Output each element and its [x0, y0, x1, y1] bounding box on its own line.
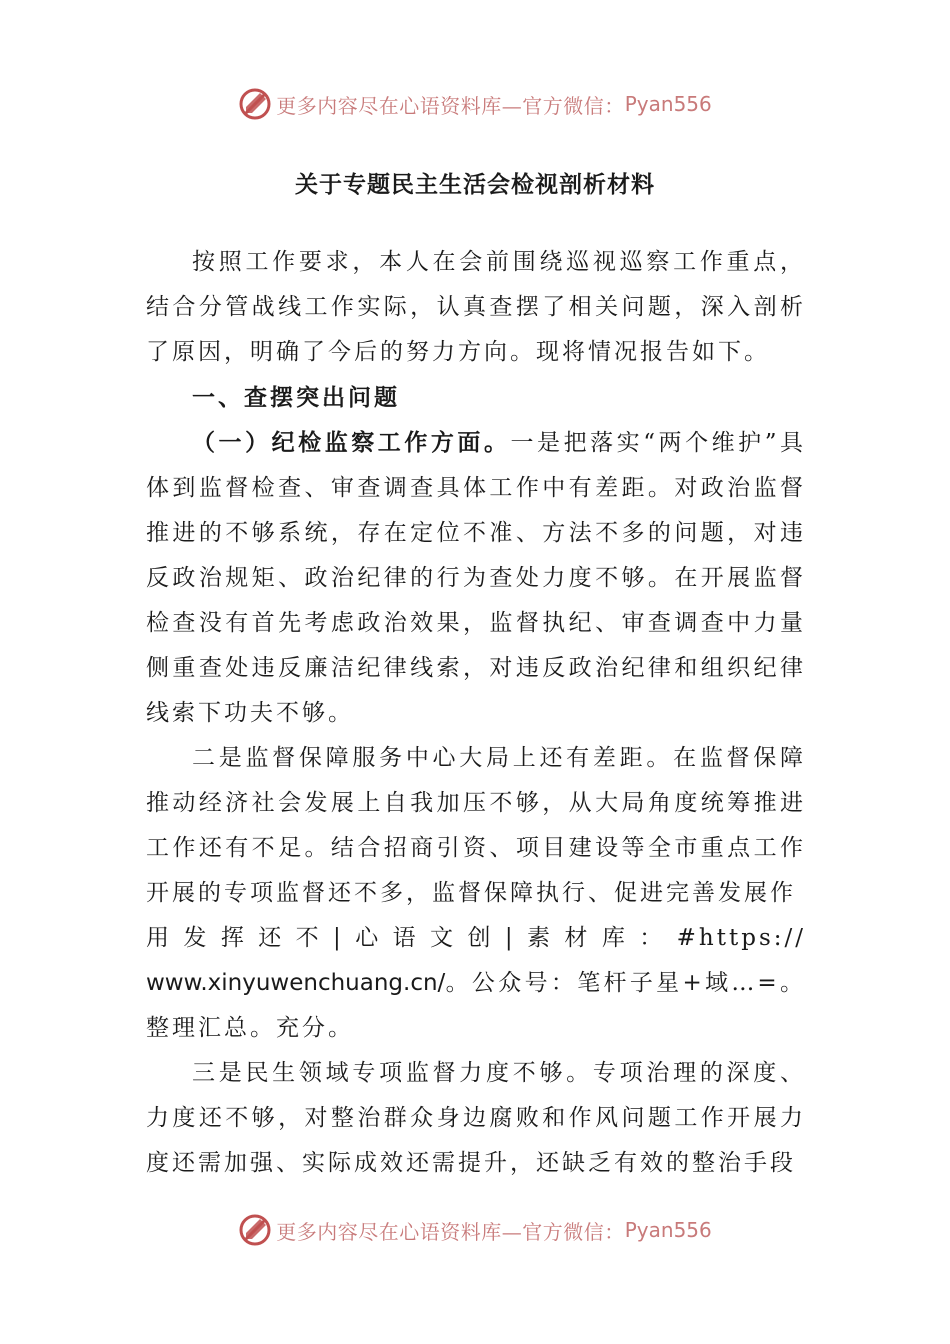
subsection-1-paragraph: [146, 420, 806, 736]
watermark-text: 更多内容尽在心语资料库—官方微信：: [276, 1219, 625, 1244]
document-title: 关于专题民主生活会检视剖析材料: [295, 171, 655, 198]
watermark-wechat-id: Pyan556: [624, 1218, 712, 1242]
quill-logo-icon: [238, 87, 272, 121]
paragraph-3: 三是民生领域专项监督力度不够。专项治理的深度、力度还不够，对整治群众身边腐败和作风问题工作开展力度还需加强、实际成效还需提升，还缺乏有效的整治手段: [146, 1060, 806, 1176]
paragraph-2-tail: 。公众号：笔杆子星+域…=。整理汇总。充分。: [146, 970, 806, 1041]
footer-watermark: [0, 1210, 950, 1250]
subsection-1-text: 一是把落实“两个维护”具体到监督检查、审查调查具体工作中有差距。对政治监督推进的不够系统，存在定位不准、方法不多的问题，对违反政治规矩、政治纪律的行为查处力度不够。在开展监督检查没有首先考虑政治效果，监督执纪、审查调查中力量侧重查处违反廉洁纪律线索，对违反政治纪律和组织纪律线索下功夫不够。: [146, 430, 806, 726]
header-watermark: [0, 84, 950, 124]
source-url: www.xinyuwenchuang.cn/: [146, 970, 446, 996]
paragraph-2-continuation: [146, 961, 806, 1051]
watermark-wechat-id: Pyan556: [624, 92, 712, 116]
subsection-1-heading: （一）纪检监察工作方面。: [192, 429, 511, 456]
document-body: [146, 240, 806, 1186]
watermark-text: 更多内容尽在心语资料库—官方微信：: [276, 93, 625, 118]
quill-logo-icon: [238, 1213, 272, 1247]
intro-paragraph: 按照工作要求，本人在会前围绕巡视巡察工作重点，结合分管战线工作实际，认真查摆了相关问题，深入剖析了原因，明确了今后的努力方向。现将情况报告如下。: [146, 249, 806, 365]
section-heading: 一、查摆突出问题: [192, 384, 400, 411]
paragraph-2-spread-line: 用发挥还不|心语文创|素材库：#https://: [146, 925, 806, 951]
paragraph-2: 二是监督保障服务中心大局上还有差距。在监督保障推动经济社会发展上自我加压不够，从大局角度统筹推进工作还有不足。结合招商引资、项目建设等全市重点工作开展的专项监督还不多，监督保障执行、促进完善发展作: [146, 745, 806, 906]
